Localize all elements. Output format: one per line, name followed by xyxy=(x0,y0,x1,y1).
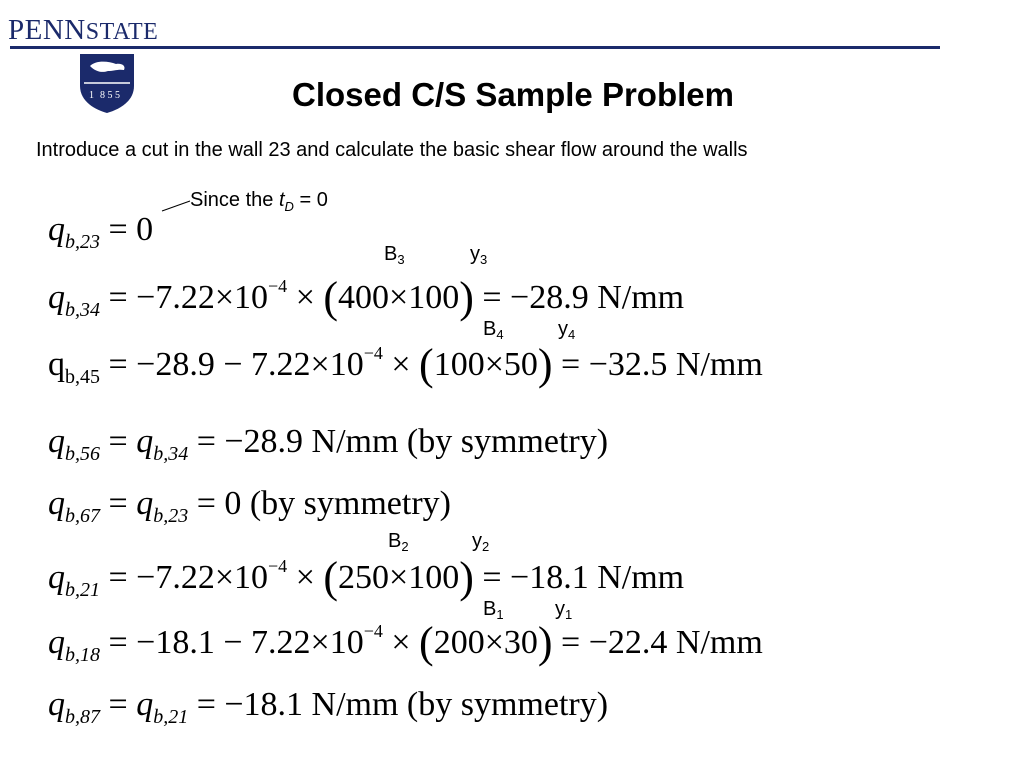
label-y2: $y_2$ xyxy=(472,530,490,554)
equation-qb67: $q_{b,67} = q_{b,23} = 0$ (by symmetry) xyxy=(48,485,451,527)
equation-qb56: $q_{b,56} = q_{b,34} = -28.9$ N/mm (by symmetry) xyxy=(48,423,609,465)
label-b3: $B_3$ xyxy=(384,243,405,267)
equation-qb18: $q_{b,18} = -18.1 - 7.22\times 10^{-4} \times (200\times 30) = -22.4$ N/mm xyxy=(48,618,763,667)
intro-text: Introduce a cut in the wall 23 and calculate the basic shear flow around the walls xyxy=(36,139,748,161)
equation-qb34: $q_{b,34} = -7.22\times 10^{-4} \times (400\times 100) = -28.9$ N/mm xyxy=(48,273,685,322)
label-b4: $B_4$ xyxy=(483,318,504,342)
equation-qb23: $q_{b,23} = 0$ xyxy=(48,211,154,253)
label-y1: $y_1$ xyxy=(555,598,573,622)
label-b1: $B_1$ xyxy=(483,598,504,622)
label-b2: $B_2$ xyxy=(388,530,409,554)
note-leader-line xyxy=(160,200,192,212)
note-text: Since the $t_D = 0$ xyxy=(190,189,328,214)
shield-year-855: 8 5 5 xyxy=(100,90,120,101)
equation-qb87: $q_{b,87} = q_{b,21} = -18.1$ N/mm (by symmetry) xyxy=(48,686,609,728)
logo-state: STATE xyxy=(85,19,159,45)
header-rule xyxy=(10,46,940,49)
logo-penn: PENN xyxy=(8,14,86,46)
equation-qb45: $q_{b,45} = -28.9 - 7.22\times 10^{-4} \times (100\times 50) = -32.5$ N/mm xyxy=(48,340,763,389)
pennstate-logo xyxy=(8,14,158,47)
slide-title: Closed C/S Sample Problem xyxy=(292,76,734,113)
shield-year-1: 1 xyxy=(89,90,94,101)
label-y4: $y_4$ xyxy=(558,318,576,342)
equation-qb21: $q_{b,21} = -7.22\times 10^{-4} \times (250\times 100) = -18.1$ N/mm xyxy=(48,553,685,602)
label-y3: $y_3$ xyxy=(470,243,488,267)
